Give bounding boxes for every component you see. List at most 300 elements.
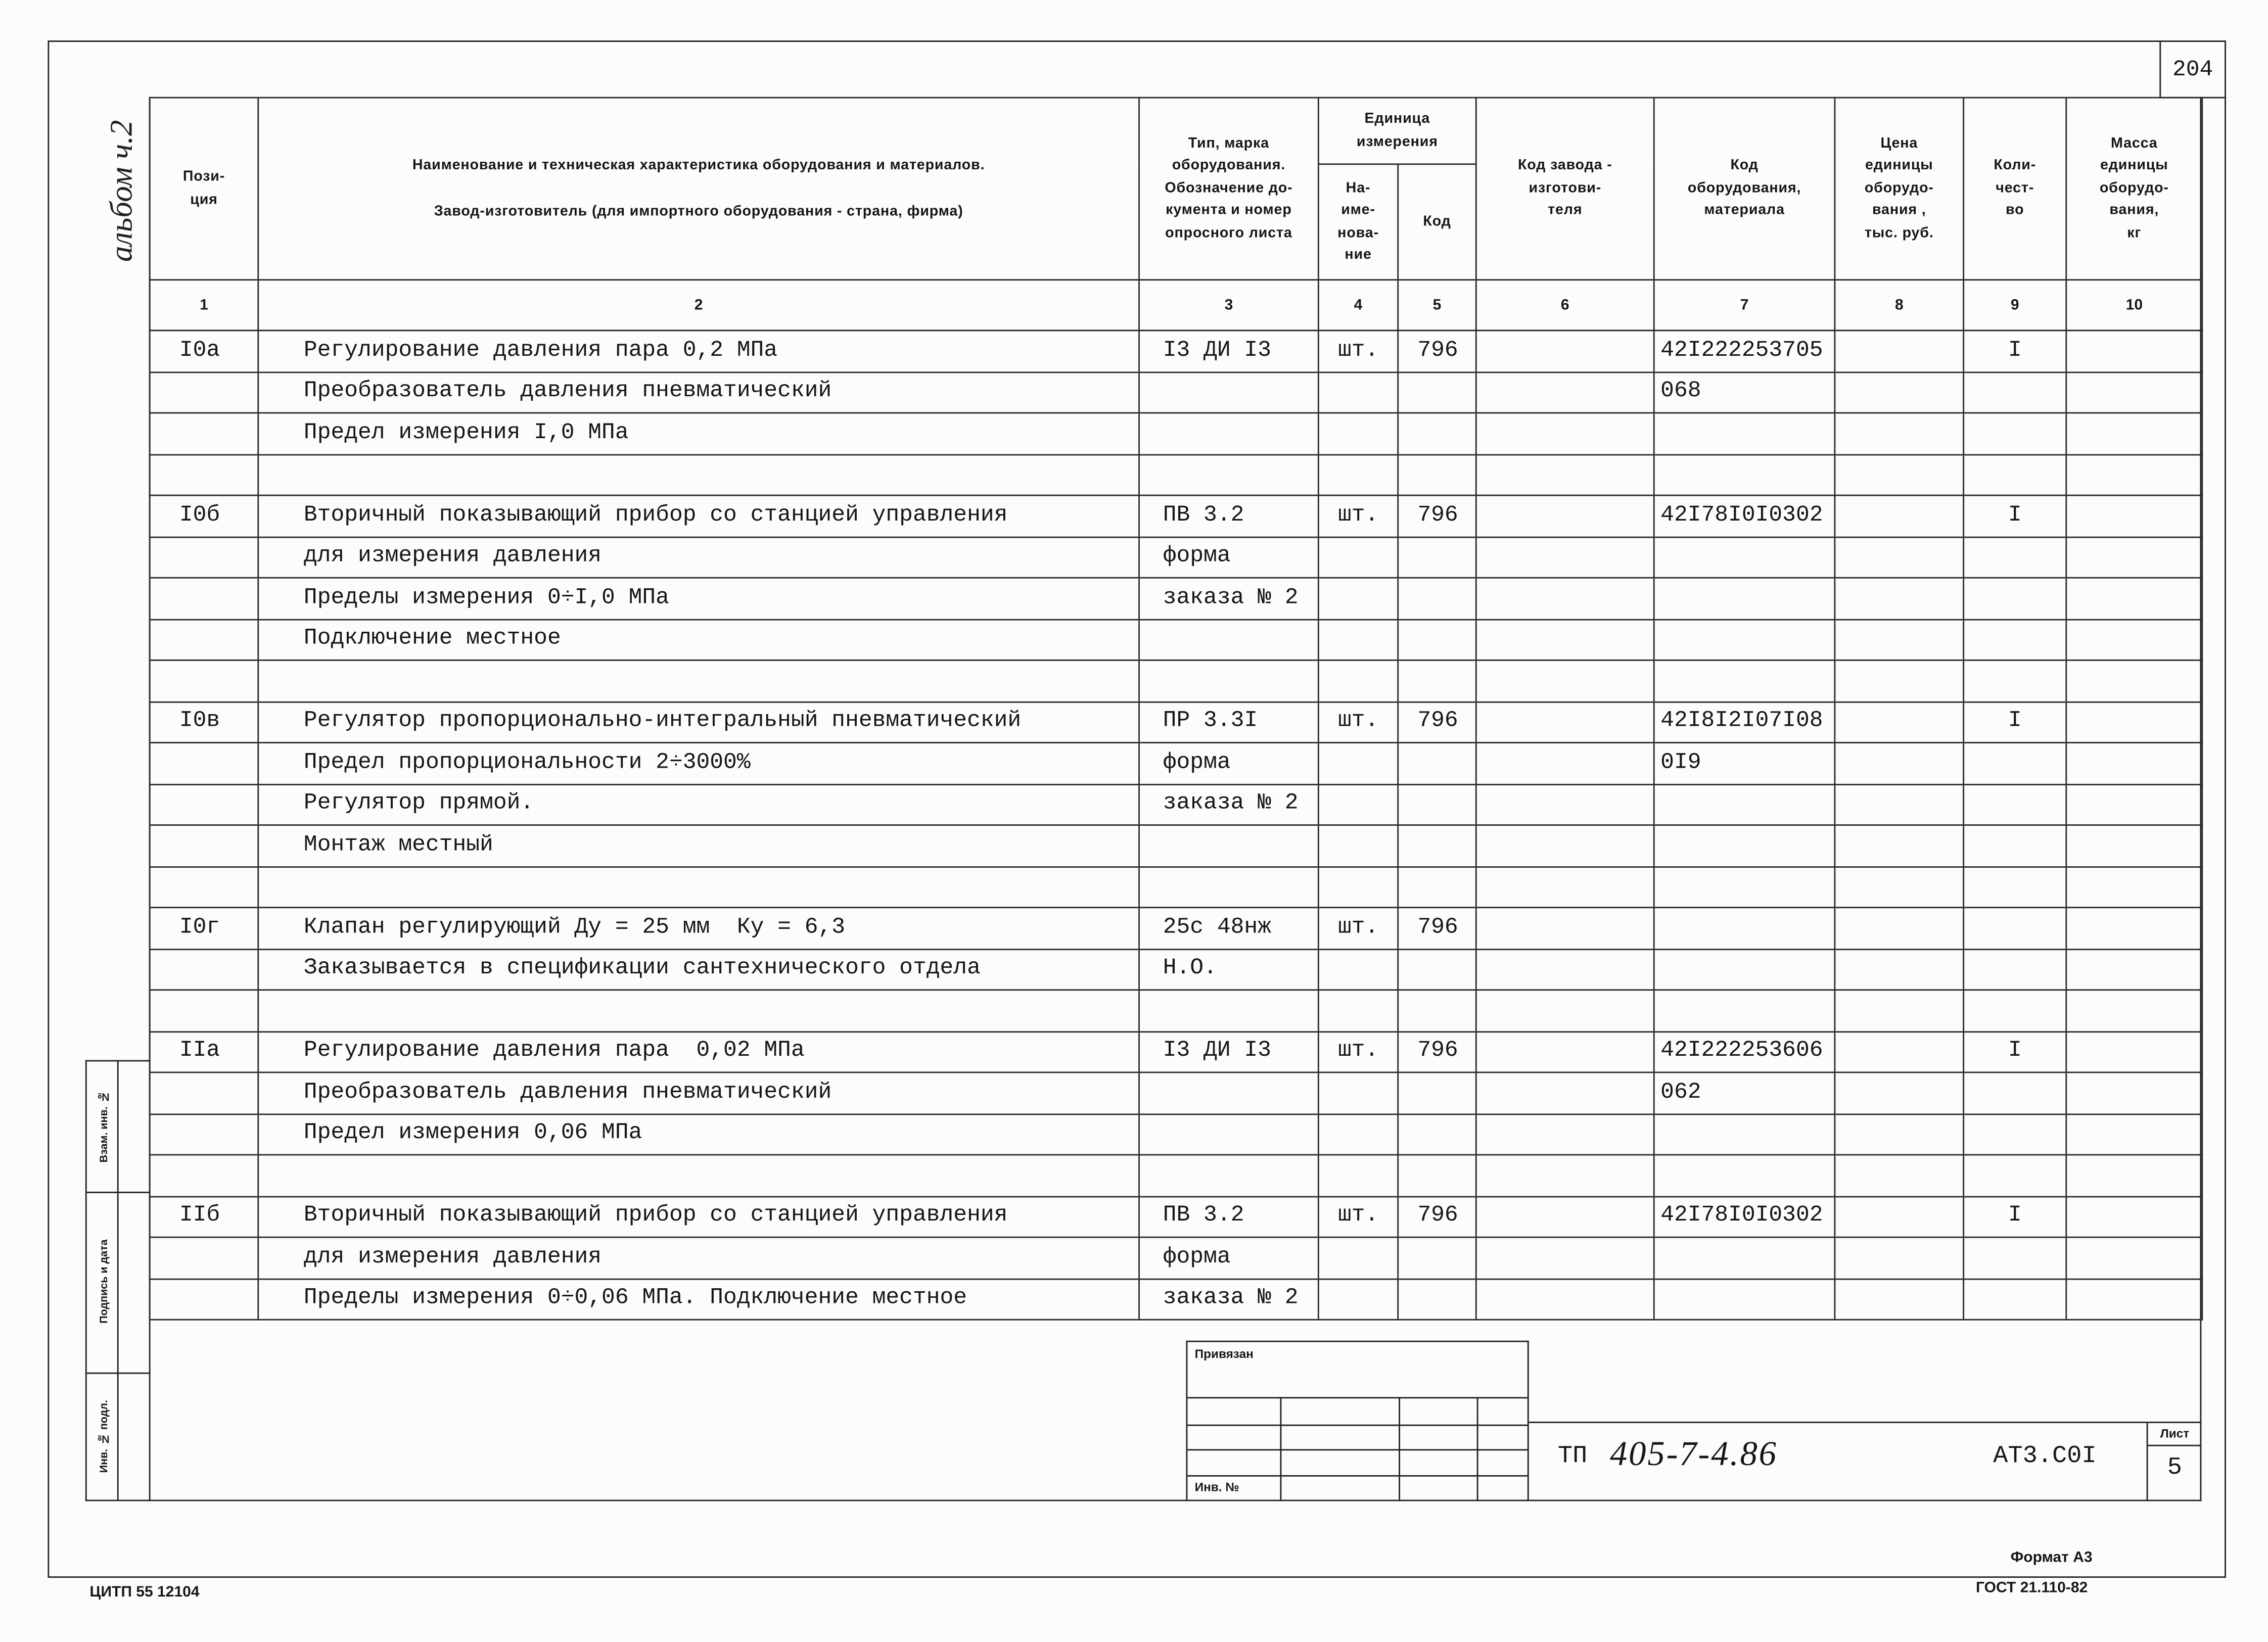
cell-equipment-code (1654, 825, 1835, 867)
cell-unit-name: шт. (1318, 331, 1398, 372)
table-row (150, 413, 2202, 454)
cell-unit-code (1398, 1237, 1476, 1279)
cell-unit-mass (2066, 1113, 2202, 1155)
cell-unit-code (1398, 619, 1476, 661)
cell-unit-price (1835, 537, 1964, 578)
cell-unit-price (1835, 908, 1964, 949)
cell-unit-name (1318, 742, 1398, 784)
cell-equipment-code (1654, 1113, 1835, 1155)
binding-stamp-divider (1280, 1397, 1282, 1501)
cell-unit-code (1398, 537, 1476, 578)
binding-stamp (1186, 1341, 1529, 1502)
cell-unit-name (1318, 1279, 1398, 1320)
cell-position: I0в (150, 701, 258, 743)
cell-equipment-code (1654, 866, 1835, 908)
column-number: 2 (258, 280, 1139, 331)
cell-manufacturer-code (1476, 619, 1654, 661)
column-number: 3 (1139, 280, 1319, 331)
side-stamp-cell (88, 1373, 117, 1500)
cell-name: Предел пропорциональности 2÷3000% (258, 742, 1139, 784)
cell-equipment-code (1654, 1237, 1835, 1279)
publisher-stamp: ЦИТП 55 12104 (89, 1583, 200, 1601)
cell-quantity: I (1964, 495, 2066, 537)
cell-position: IIб (150, 1196, 258, 1238)
cell-position (150, 619, 258, 661)
cell-equipment-code (1654, 619, 1835, 661)
cell-unit-code (1398, 1072, 1476, 1114)
cell-unit-code (1398, 1113, 1476, 1155)
cell-name: Монтаж местный (258, 825, 1139, 867)
cell-unit-name: шт. (1318, 1031, 1398, 1072)
cell-unit-mass (2066, 660, 2202, 701)
cell-type (1139, 990, 1319, 1031)
cell-unit-price (1835, 454, 1964, 496)
cell-manufacturer-code (1476, 1113, 1654, 1155)
cell-type: 25с 48нж (1139, 908, 1319, 949)
cell-position (150, 1279, 258, 1320)
cell-quantity (1964, 1113, 2066, 1155)
cell-manufacturer-code (1476, 1155, 1654, 1196)
cell-manufacturer-code (1476, 908, 1654, 949)
table-row (150, 1155, 2202, 1196)
cell-type: ПВ 3.2 (1139, 495, 1319, 537)
cell-type (1139, 413, 1319, 454)
cell-unit-mass (2066, 454, 2202, 496)
header-position: Пози- ция (150, 98, 258, 280)
cell-position: I0а (150, 331, 258, 372)
page-number: 204 (2159, 42, 2225, 99)
cell-name: Преобразователь давления пневматический (258, 1072, 1139, 1114)
cell-unit-code: 796 (1398, 701, 1476, 743)
cell-unit-name (1318, 1113, 1398, 1155)
cell-equipment-code (1654, 1155, 1835, 1196)
cell-type: заказа № 2 (1139, 1279, 1319, 1320)
cell-manufacturer-code (1476, 701, 1654, 743)
table-row (150, 825, 2202, 867)
cell-type: форма (1139, 1237, 1319, 1279)
column-number: 6 (1476, 280, 1654, 331)
cell-unit-name (1318, 371, 1398, 413)
cell-manufacturer-code (1476, 1072, 1654, 1114)
cell-unit-name (1318, 619, 1398, 661)
cell-unit-price (1835, 742, 1964, 784)
cell-equipment-code: 068 (1654, 371, 1835, 413)
cell-unit-mass (2066, 1237, 2202, 1279)
cell-unit-name (1318, 578, 1398, 619)
binding-stamp-divider (1477, 1397, 1478, 1501)
cell-unit-price (1835, 1279, 1964, 1320)
table-row (150, 701, 2202, 743)
sheet-box (2147, 1423, 2202, 1502)
cell-unit-code: 796 (1398, 908, 1476, 949)
cell-name (258, 866, 1139, 908)
binding-label: Привязан (1194, 1346, 1254, 1361)
table-row (150, 908, 2202, 949)
cell-type: I3 ДИ I3 (1139, 331, 1319, 372)
cell-unit-price (1835, 1072, 1964, 1114)
cell-name (258, 1155, 1139, 1196)
sheet-box-line (2148, 1445, 2201, 1446)
header-type: Тип, марка оборудования. Обозначение до- кумента и номер опросного листа (1139, 98, 1319, 280)
column-number: 5 (1398, 280, 1476, 331)
cell-unit-name (1318, 454, 1398, 496)
cell-type: I3 ДИ I3 (1139, 1031, 1319, 1072)
cell-equipment-code: 42I78I0I0302 (1654, 495, 1835, 537)
cell-unit-name: шт. (1318, 701, 1398, 743)
cell-unit-code: 796 (1398, 331, 1476, 372)
cell-unit-code (1398, 784, 1476, 825)
cell-name: для измерения давления (258, 1237, 1139, 1279)
cell-manufacturer-code (1476, 1279, 1654, 1320)
header-equipment-code: Код оборудования, материала (1654, 98, 1835, 280)
cell-unit-mass (2066, 495, 2202, 537)
cell-unit-mass (2066, 413, 2202, 454)
cell-type: ПВ 3.2 (1139, 1196, 1319, 1238)
cell-unit-price (1835, 1155, 1964, 1196)
cell-unit-name (1318, 866, 1398, 908)
table-row (150, 1113, 2202, 1155)
inventory-number-label: Инв. № (1194, 1479, 1239, 1494)
margin-note-text: альбом ч.2 (103, 120, 139, 262)
cell-unit-mass (2066, 784, 2202, 825)
cell-manufacturer-code (1476, 537, 1654, 578)
cell-unit-price (1835, 495, 1964, 537)
header-manufacturer-code: Код завода - изготови- теля (1476, 98, 1654, 280)
cell-unit-price (1835, 949, 1964, 990)
cell-type (1139, 619, 1319, 661)
cell-unit-name (1318, 537, 1398, 578)
cell-unit-price (1835, 990, 1964, 1031)
cell-unit-mass (2066, 866, 2202, 908)
side-stamp (85, 1060, 151, 1502)
cell-manufacturer-code (1476, 784, 1654, 825)
table-row (150, 1072, 2202, 1114)
cell-manufacturer-code (1476, 578, 1654, 619)
table-row (150, 784, 2202, 825)
cell-unit-name: шт. (1318, 495, 1398, 537)
cell-unit-code: 796 (1398, 495, 1476, 537)
cell-quantity (1964, 454, 2066, 496)
side-stamp-divider (117, 1061, 119, 1499)
cell-name: Предел измерения I,0 МПа (258, 413, 1139, 454)
cell-unit-code (1398, 578, 1476, 619)
cell-position (150, 1237, 258, 1279)
cell-unit-code (1398, 866, 1476, 908)
cell-name: Вторичный показывающий прибор со станцией управления (258, 1196, 1139, 1238)
cell-manufacturer-code (1476, 1237, 1654, 1279)
cell-equipment-code (1654, 949, 1835, 990)
cell-position (150, 454, 258, 496)
cell-unit-price (1835, 371, 1964, 413)
cell-manufacturer-code (1476, 371, 1654, 413)
table-row (150, 990, 2202, 1031)
column-number-row (150, 280, 2202, 331)
cell-unit-mass (2066, 1196, 2202, 1238)
cell-position (150, 825, 258, 867)
table-row (150, 371, 2202, 413)
cell-unit-code (1398, 413, 1476, 454)
cell-equipment-code (1654, 990, 1835, 1031)
cell-position (150, 578, 258, 619)
cell-manufacturer-code (1476, 990, 1654, 1031)
cell-unit-code (1398, 454, 1476, 496)
header-mass: Масса единицы оборудо- вания, кг (2066, 98, 2202, 280)
original-inv-label: Инв. № подл. (96, 1399, 110, 1473)
cell-unit-code (1398, 1155, 1476, 1196)
cell-quantity (1964, 784, 2066, 825)
cell-unit-price (1835, 825, 1964, 867)
cell-name (258, 660, 1139, 701)
cell-type (1139, 454, 1319, 496)
cell-position (150, 1113, 258, 1155)
cell-unit-name (1318, 990, 1398, 1031)
cell-quantity (1964, 660, 2066, 701)
column-number: 7 (1654, 280, 1835, 331)
cell-unit-price (1835, 866, 1964, 908)
cell-unit-code (1398, 990, 1476, 1031)
cell-unit-price (1835, 413, 1964, 454)
cell-unit-code: 796 (1398, 1196, 1476, 1238)
cell-quantity (1964, 866, 2066, 908)
cell-quantity (1964, 990, 2066, 1031)
cell-unit-code (1398, 825, 1476, 867)
table-row (150, 578, 2202, 619)
cell-quantity (1964, 413, 2066, 454)
cell-manufacturer-code (1476, 454, 1654, 496)
cell-equipment-code: 062 (1654, 1072, 1835, 1114)
cell-unit-price (1835, 660, 1964, 701)
side-stamp-cell (88, 1061, 117, 1192)
cell-manufacturer-code (1476, 331, 1654, 372)
cell-type: ПР 3.3I (1139, 701, 1319, 743)
specification-table (149, 97, 2203, 1321)
cell-unit-mass (2066, 1031, 2202, 1072)
cell-unit-name (1318, 784, 1398, 825)
cell-equipment-code (1654, 537, 1835, 578)
cell-name: Регулятор прямой. (258, 784, 1139, 825)
sheet-label: Лист (2160, 1426, 2190, 1441)
document-code: АТ3.С0I (1993, 1443, 2097, 1471)
cell-name: Клапан регулирующий Ду = 25 мм Ку = 6,3 (258, 908, 1139, 949)
cell-unit-code (1398, 949, 1476, 990)
cell-manufacturer-code (1476, 660, 1654, 701)
cell-unit-name: шт. (1318, 908, 1398, 949)
table-row (150, 1196, 2202, 1238)
table-row (150, 949, 2202, 990)
title-prefix: ТП (1557, 1443, 1588, 1471)
cell-position (150, 413, 258, 454)
cell-unit-name: шт. (1318, 1196, 1398, 1238)
cell-position (150, 1155, 258, 1196)
cell-unit-name (1318, 1237, 1398, 1279)
cell-quantity (1964, 1237, 2066, 1279)
cell-type: форма (1139, 537, 1319, 578)
cell-position (150, 742, 258, 784)
cell-equipment-code (1654, 1279, 1835, 1320)
binding-stamp-divider (1399, 1397, 1400, 1501)
cell-type: форма (1139, 742, 1319, 784)
cell-name (258, 990, 1139, 1031)
cell-name: Пределы измерения 0÷I,0 МПа (258, 578, 1139, 619)
cell-unit-price (1835, 578, 1964, 619)
sheet-number: 5 (2167, 1455, 2182, 1483)
cell-quantity (1964, 908, 2066, 949)
cell-name: Пределы измерения 0÷0,06 МПа. Подключение местное (258, 1279, 1139, 1320)
cell-unit-name (1318, 660, 1398, 701)
cell-unit-mass (2066, 908, 2202, 949)
header-unit-code: Код (1398, 164, 1476, 280)
cell-unit-mass (2066, 701, 2202, 743)
cell-position (150, 660, 258, 701)
cell-quantity: I (1964, 331, 2066, 372)
project-number: 405-7-4.86 (1609, 1436, 1778, 1474)
cell-type (1139, 371, 1319, 413)
cell-unit-price (1835, 331, 1964, 372)
cell-quantity (1964, 537, 2066, 578)
cell-quantity (1964, 1155, 2066, 1196)
header-row (150, 98, 2202, 164)
cell-quantity (1964, 1279, 2066, 1320)
table-row (150, 1031, 2202, 1072)
cell-type: заказа № 2 (1139, 578, 1319, 619)
cell-equipment-code: 42I222253705 (1654, 331, 1835, 372)
cell-position (150, 537, 258, 578)
cell-quantity (1964, 949, 2066, 990)
cell-manufacturer-code (1476, 825, 1654, 867)
cell-manufacturer-code (1476, 1031, 1654, 1072)
signature-date-label: Подпись и дата (96, 1240, 110, 1324)
cell-type (1139, 1155, 1319, 1196)
cell-unit-name (1318, 1072, 1398, 1114)
table-row (150, 495, 2202, 537)
table-row (150, 331, 2202, 372)
cell-name: Вторичный показывающий прибор со станцией управления (258, 495, 1139, 537)
column-number: 4 (1318, 280, 1398, 331)
cell-name: Регулирование давления пара 0,2 МПа (258, 331, 1139, 372)
table-row (150, 454, 2202, 496)
cell-type (1139, 866, 1319, 908)
header-name (258, 98, 1139, 280)
cell-name: Регулирование давления пара 0,02 МПа (258, 1031, 1139, 1072)
cell-equipment-code: 42I8I2I07I08 (1654, 701, 1835, 743)
table-row (150, 660, 2202, 701)
cell-position (150, 990, 258, 1031)
cell-unit-code: 796 (1398, 1031, 1476, 1072)
cell-equipment-code (1654, 578, 1835, 619)
cell-unit-price (1835, 701, 1964, 743)
cell-unit-name (1318, 1155, 1398, 1196)
cell-position: I0б (150, 495, 258, 537)
cell-quantity (1964, 371, 2066, 413)
cell-unit-price (1835, 1237, 1964, 1279)
cell-unit-mass (2066, 1072, 2202, 1114)
cell-equipment-code (1654, 454, 1835, 496)
cell-unit-mass (2066, 537, 2202, 578)
column-number: 9 (1964, 280, 2066, 331)
cell-manufacturer-code (1476, 413, 1654, 454)
cell-unit-price (1835, 1196, 1964, 1238)
cell-unit-price (1835, 1031, 1964, 1072)
cell-unit-name (1318, 825, 1398, 867)
cell-position (150, 371, 258, 413)
header-name-line2: Завод-изготовитель (для импортного оборудования - страна, фирма) (434, 204, 963, 220)
cell-unit-name (1318, 949, 1398, 990)
cell-name: Предел измерения 0,06 МПа (258, 1113, 1139, 1155)
cell-name (258, 454, 1139, 496)
cell-type: Н.О. (1139, 949, 1319, 990)
cell-unit-mass (2066, 1279, 2202, 1320)
cell-quantity: I (1964, 701, 2066, 743)
cell-unit-mass (2066, 578, 2202, 619)
cell-unit-code (1398, 742, 1476, 784)
cell-quantity: I (1964, 1031, 2066, 1072)
cell-unit-mass (2066, 949, 2202, 990)
header-unit-name: На- име- нова- ние (1318, 164, 1398, 280)
cell-unit-mass (2066, 371, 2202, 413)
header-unit-group: Единица измерения (1318, 98, 1476, 164)
column-number: 8 (1835, 280, 1964, 331)
cell-unit-code (1398, 371, 1476, 413)
cell-equipment-code: 0I9 (1654, 742, 1835, 784)
table-row (150, 1279, 2202, 1320)
header-price: Цена единицы оборудо- вания , тыс. руб. (1835, 98, 1964, 280)
cell-position: IIа (150, 1031, 258, 1072)
cell-manufacturer-code (1476, 742, 1654, 784)
cell-unit-name (1318, 413, 1398, 454)
header-name-line1: Наименование и техническая характеристика оборудования и материалов. (412, 157, 985, 173)
cell-type: заказа № 2 (1139, 784, 1319, 825)
cell-equipment-code (1654, 660, 1835, 701)
cell-unit-price (1835, 1113, 1964, 1155)
handwritten-margin-note (96, 99, 148, 284)
cell-equipment-code: 42I222253606 (1654, 1031, 1835, 1072)
cell-manufacturer-code (1476, 866, 1654, 908)
cell-manufacturer-code (1476, 495, 1654, 537)
cell-quantity (1964, 825, 2066, 867)
cell-equipment-code (1654, 908, 1835, 949)
standard-reference: ГОСТ 21.110-82 (1975, 1579, 2088, 1597)
replaced-inv-label: Взам. инв. № (96, 1090, 110, 1163)
cell-quantity (1964, 619, 2066, 661)
header-quantity: Коли- чест- во (1964, 98, 2066, 280)
cell-unit-code (1398, 1279, 1476, 1320)
cell-name: Регулятор пропорционально-интегральный пневматический (258, 701, 1139, 743)
cell-unit-mass (2066, 742, 2202, 784)
cell-position (150, 949, 258, 990)
cell-unit-price (1835, 619, 1964, 661)
table-body (150, 331, 2202, 1320)
cell-type (1139, 1113, 1319, 1155)
cell-equipment-code (1654, 413, 1835, 454)
column-number: 10 (2066, 280, 2202, 331)
table-row (150, 619, 2202, 661)
cell-position (150, 866, 258, 908)
table-row (150, 866, 2202, 908)
cell-position (150, 784, 258, 825)
cell-equipment-code (1654, 784, 1835, 825)
cell-manufacturer-code (1476, 1196, 1654, 1238)
table-row (150, 742, 2202, 784)
cell-name: Преобразователь давления пневматический (258, 371, 1139, 413)
paper-format: Формат А3 (2010, 1549, 2093, 1567)
cell-unit-mass (2066, 619, 2202, 661)
cell-quantity (1964, 1072, 2066, 1114)
table-row (150, 537, 2202, 578)
table-row (150, 1237, 2202, 1279)
side-stamp-cell (88, 1192, 117, 1373)
cell-manufacturer-code (1476, 949, 1654, 990)
cell-name: Заказывается в спецификации сантехнического отдела (258, 949, 1139, 990)
